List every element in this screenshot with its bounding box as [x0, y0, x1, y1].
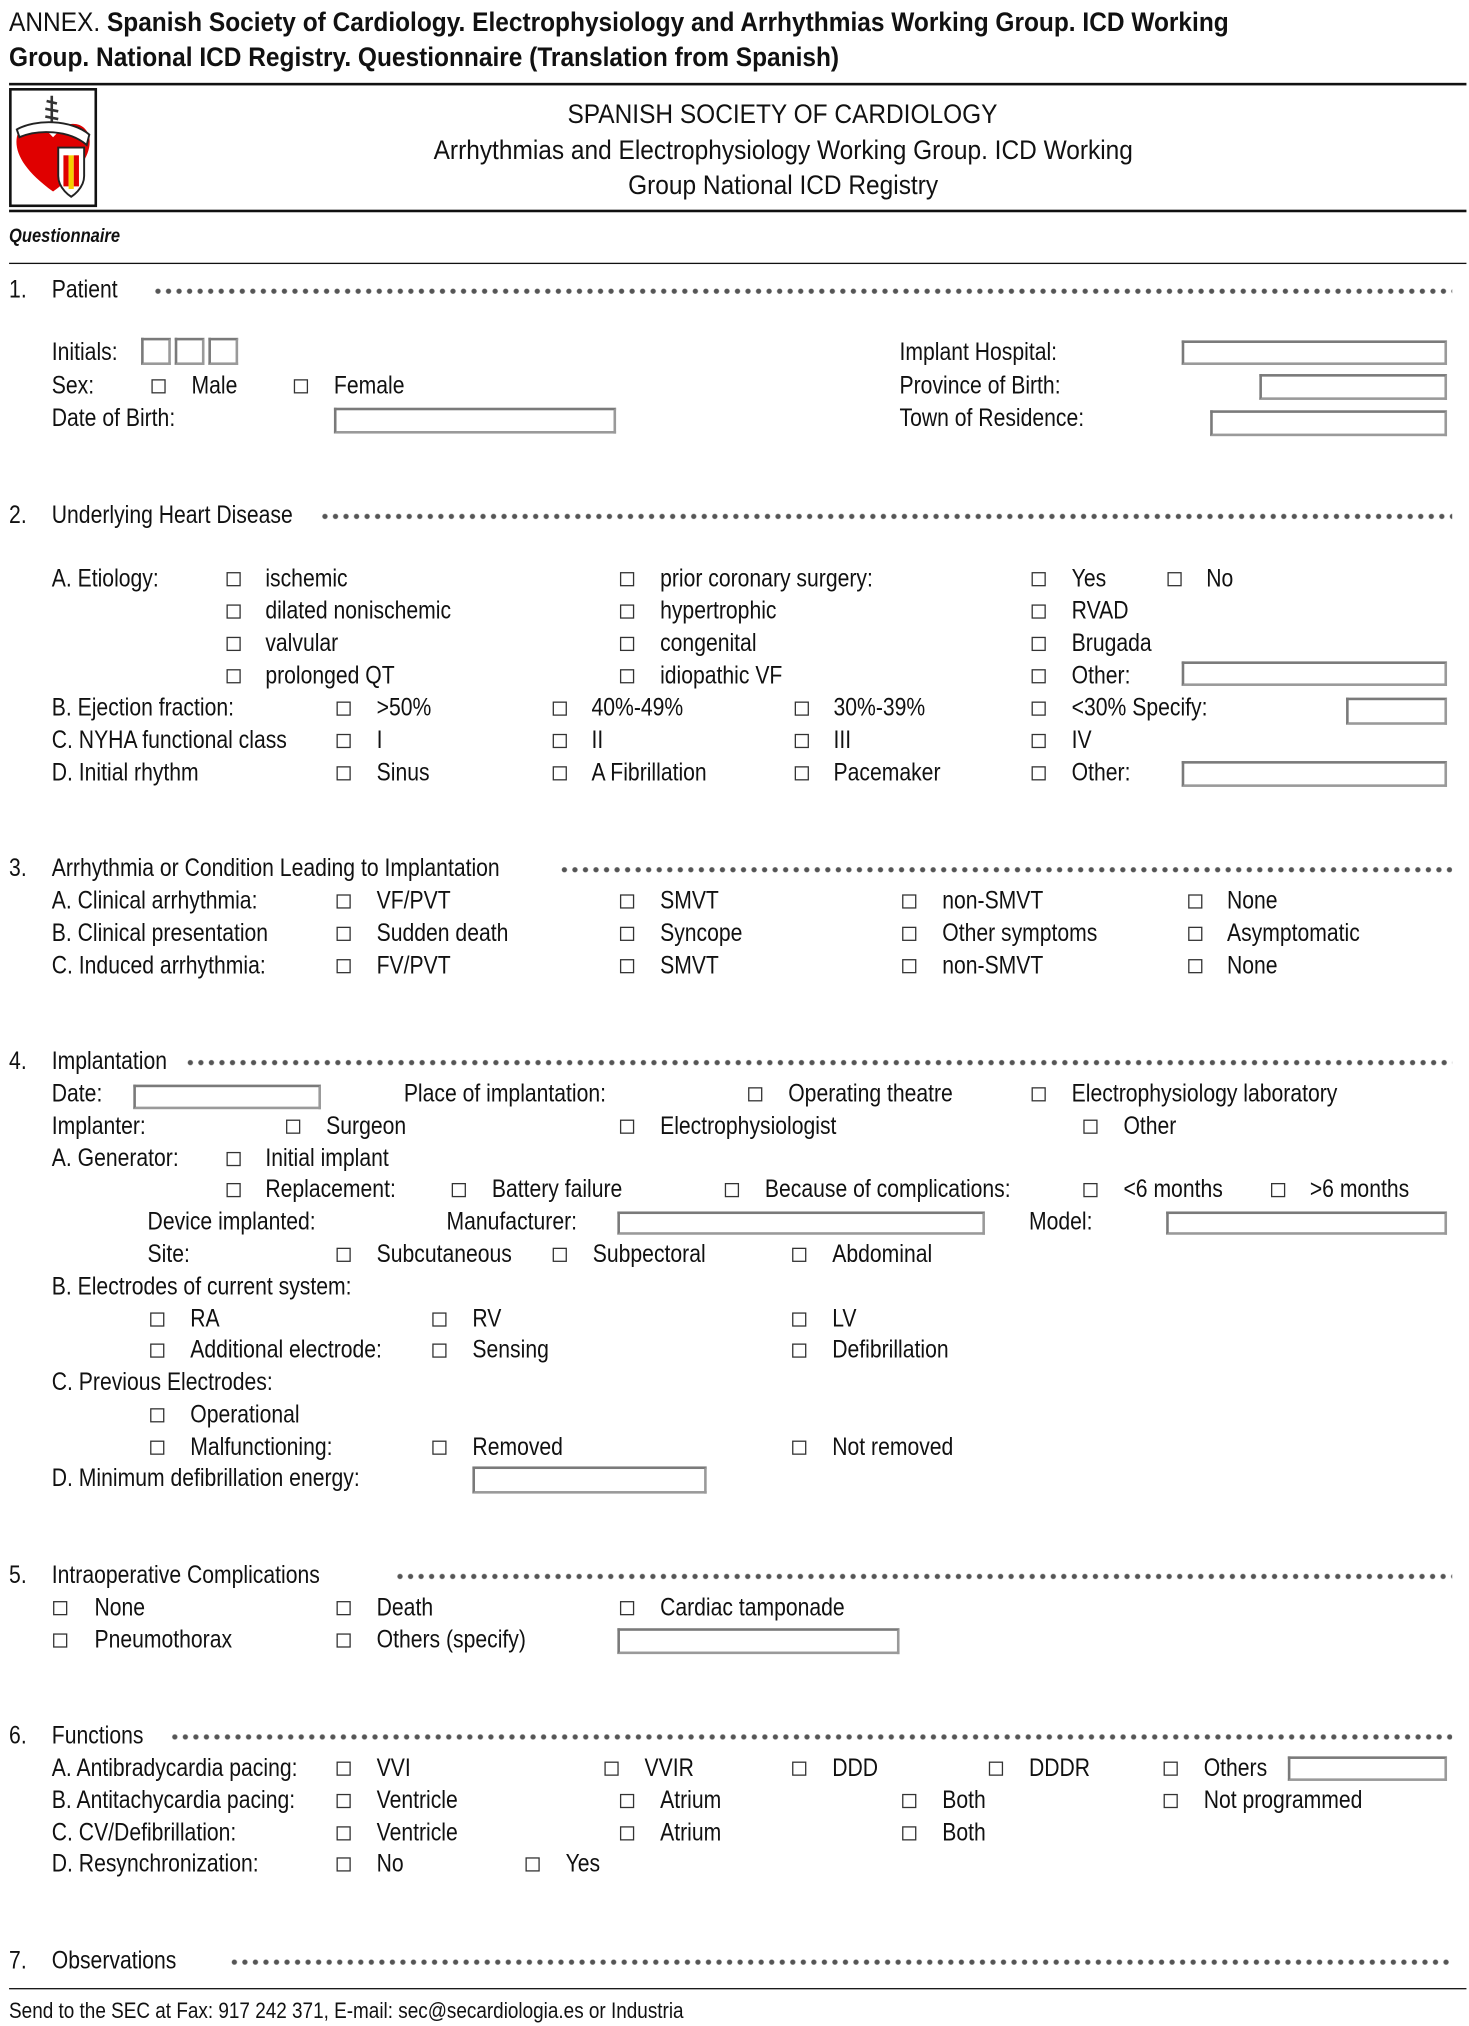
male-option-label: Male: [191, 372, 238, 400]
abdominal-option-label: Abdominal: [832, 1241, 933, 1269]
malfunctioning-checkbox[interactable]: [150, 1441, 164, 1455]
30-39-checkbox[interactable]: [795, 702, 809, 716]
other-checkbox[interactable]: [1032, 669, 1046, 683]
rv-checkbox[interactable]: [432, 1312, 446, 1326]
dotted-leader: [170, 1732, 1453, 1742]
ddd-option-label: DDD: [832, 1755, 879, 1783]
electrophysiology-laboratory-checkbox[interactable]: [1032, 1087, 1046, 1101]
a-antibradycardia-pacing-label: A. Antibradycardia pacing:: [51, 1755, 298, 1783]
hypertrophic-option-label: hypertrophic: [660, 597, 777, 626]
6-months-option-label: >6 months: [1309, 1176, 1410, 1204]
province-of-birth-label: Province of Birth:: [899, 372, 1061, 400]
other-symptoms-checkbox[interactable]: [902, 927, 916, 941]
hypertrophic-checkbox[interactable]: [620, 604, 634, 618]
rvad-checkbox[interactable]: [1032, 604, 1046, 618]
ventricle-checkbox[interactable]: [337, 1826, 351, 1840]
header-bottom-rule: [9, 210, 1466, 213]
congenital-checkbox[interactable]: [620, 637, 634, 651]
vf-pvt-option-label: VF/PVT: [376, 887, 451, 916]
dddr-option-label: DDDR: [1028, 1755, 1091, 1783]
pacemaker-checkbox[interactable]: [795, 766, 809, 780]
header-top-rule: [9, 83, 1466, 86]
death-checkbox[interactable]: [337, 1601, 351, 1615]
defibrillation-checkbox[interactable]: [792, 1343, 806, 1357]
valvular-checkbox[interactable]: [227, 637, 241, 651]
30-specify-option-label: <30% Specify:: [1071, 695, 1208, 723]
female-checkbox[interactable]: [294, 379, 308, 393]
pneumothorax-option-label: Pneumothorax: [94, 1626, 233, 1655]
dotted-leader: [153, 286, 1452, 296]
electrophysiologist-checkbox[interactable]: [620, 1120, 634, 1134]
questionnaire-label: Questionnaire: [9, 225, 121, 248]
d-initial-rhythm-label: D. Initial rhythm: [51, 759, 199, 787]
date-of-birth-label: Date of Birth:: [51, 405, 176, 433]
implantation-date-input[interactable]: [133, 1085, 321, 1110]
complications-specify-input[interactable]: [617, 1628, 899, 1654]
rvad-option-label: RVAD: [1071, 597, 1129, 626]
registry-name: Group National ICD Registry: [628, 170, 939, 201]
minimum-defibrillation-energy-input[interactable]: [472, 1466, 706, 1493]
operational-option-label: Operational: [190, 1401, 300, 1429]
dotted-leader: [559, 865, 1452, 875]
others-option-label: Others: [1203, 1755, 1268, 1783]
society-name: SPANISH SOCIETY OF CARDIOLOGY: [568, 99, 999, 130]
dotted-leader: [229, 1957, 1452, 1967]
c-previous-electrodes-label: C. Previous Electrodes:: [51, 1369, 273, 1397]
annex-title: Spanish Society of Cardiology. Electrophysiology and Arrhythmias Working Group. ICD Working: [106, 7, 1229, 38]
operational-checkbox[interactable]: [150, 1408, 164, 1422]
other-option-label: Other:: [1071, 662, 1131, 690]
atrium-option-label: Atrium: [660, 1819, 722, 1847]
syncope-option-label: Syncope: [660, 920, 743, 948]
vvi-option-label: VVI: [376, 1755, 411, 1783]
non-smvt-checkbox[interactable]: [902, 959, 916, 973]
iii-checkbox[interactable]: [795, 734, 809, 748]
a-etiology-label: A. Etiology:: [51, 565, 159, 593]
prolonged-qt-option-label: prolonged QT: [265, 662, 395, 690]
subcutaneous-checkbox[interactable]: [337, 1248, 351, 1262]
others-specify-option-label: Others (specify): [376, 1626, 526, 1655]
both-option-label: Both: [942, 1787, 986, 1815]
implant-hospital-input[interactable]: [1182, 340, 1447, 365]
non-smvt-option-label: non-SMVT: [942, 952, 1044, 980]
c-cv-defibrillation-label: C. CV/Defibrillation:: [51, 1819, 237, 1847]
initials-label: Initials:: [51, 339, 118, 367]
implant-hospital-label: Implant Hospital:: [899, 339, 1058, 367]
subcutaneous-option-label: Subcutaneous: [376, 1241, 512, 1269]
i-option-label: I: [376, 727, 383, 755]
yes-checkbox[interactable]: [1032, 572, 1046, 586]
ra-option-label: RA: [190, 1305, 220, 1334]
subpectoral-option-label: Subpectoral: [592, 1241, 706, 1269]
other-checkbox[interactable]: [1032, 766, 1046, 780]
both-checkbox[interactable]: [902, 1826, 916, 1840]
not-removed-option-label: Not removed: [832, 1434, 954, 1462]
vf-pvt-checkbox[interactable]: [337, 894, 351, 908]
i-checkbox[interactable]: [337, 734, 351, 748]
initial-implant-checkbox[interactable]: [227, 1152, 241, 1166]
atrium-checkbox[interactable]: [620, 1794, 634, 1808]
section-rule: [9, 263, 1466, 264]
dilated-nonischemic-option-label: dilated nonischemic: [265, 597, 452, 626]
manufacturer-label: Manufacturer:: [446, 1208, 578, 1237]
section-number: 4.: [9, 1048, 27, 1076]
section-title-intraoperative-complications: Intraoperative Complications: [51, 1562, 320, 1590]
b-ejection-fraction-label: B. Ejection fraction:: [51, 695, 234, 723]
a-fibrillation-option-label: A Fibrillation: [591, 759, 707, 787]
initial-rhythm-other-input[interactable]: [1182, 761, 1447, 787]
ii-option-label: II: [591, 727, 604, 755]
smvt-option-label: SMVT: [660, 887, 719, 916]
defibrillation-option-label: Defibrillation: [832, 1337, 949, 1365]
etiology-other-input[interactable]: [1182, 661, 1447, 686]
d-resynchronization-label: D. Resynchronization:: [51, 1850, 259, 1879]
yes-checkbox[interactable]: [525, 1857, 539, 1871]
device-implanted-label: Device implanted:: [147, 1208, 316, 1237]
pacing-others-input[interactable]: [1288, 1756, 1447, 1781]
initial-implant-option-label: Initial implant: [265, 1145, 389, 1173]
annex-title-continued: Group. National ICD Registry. Questionnaire (Translation from Spanish): [9, 42, 840, 73]
date-of-birth-input[interactable]: [334, 408, 616, 434]
initial-box-1[interactable]: [141, 338, 171, 365]
model-label: Model:: [1028, 1208, 1093, 1237]
sudden-death-checkbox[interactable]: [337, 927, 351, 941]
other-checkbox[interactable]: [1083, 1120, 1097, 1134]
d-minimum-defibrillation-energy-label: D. Minimum defibrillation energy:: [51, 1465, 360, 1493]
iv-option-label: IV: [1071, 727, 1092, 755]
town-of-residence-label: Town of Residence:: [899, 405, 1085, 433]
prior-coronary-surgery-checkbox[interactable]: [620, 572, 634, 586]
not-programmed-checkbox[interactable]: [1164, 1794, 1178, 1808]
replacement-checkbox[interactable]: [227, 1183, 241, 1197]
others-specify-checkbox[interactable]: [337, 1633, 351, 1647]
ddd-checkbox[interactable]: [792, 1762, 806, 1776]
electrophysiology-laboratory-option-label: Electrophysiology laboratory: [1071, 1080, 1338, 1108]
brugada-option-label: Brugada: [1071, 630, 1152, 658]
asymptomatic-option-label: Asymptomatic: [1226, 920, 1360, 948]
subpectoral-checkbox[interactable]: [553, 1248, 567, 1262]
c-nyha-functional-class-label: C. NYHA functional class: [51, 727, 287, 755]
smvt-checkbox[interactable]: [620, 894, 634, 908]
a-clinical-arrhythmia-label: A. Clinical arrhythmia:: [51, 887, 258, 916]
vvir-checkbox[interactable]: [604, 1762, 618, 1776]
none-option-label: None: [1226, 887, 1278, 916]
iv-checkbox[interactable]: [1032, 734, 1046, 748]
lv-checkbox[interactable]: [792, 1312, 806, 1326]
dddr-checkbox[interactable]: [989, 1762, 1003, 1776]
sinus-option-label: Sinus: [376, 759, 430, 787]
none-checkbox[interactable]: [1188, 959, 1202, 973]
section-number: 6.: [9, 1722, 27, 1750]
40-49-checkbox[interactable]: [553, 702, 567, 716]
ischemic-option-label: ischemic: [265, 565, 348, 593]
because-of-complications-option-label: Because of complications:: [764, 1176, 1011, 1204]
cardiac-tamponade-option-label: Cardiac tamponade: [660, 1594, 845, 1622]
yes-option-label: Yes: [1071, 565, 1107, 593]
sudden-death-option-label: Sudden death: [376, 920, 509, 948]
smvt-option-label: SMVT: [660, 952, 719, 980]
sinus-checkbox[interactable]: [337, 766, 351, 780]
atrium-checkbox[interactable]: [620, 1826, 634, 1840]
asymptomatic-checkbox[interactable]: [1188, 927, 1202, 941]
a-fibrillation-checkbox[interactable]: [553, 766, 567, 780]
vvir-option-label: VVIR: [644, 1755, 694, 1783]
surgeon-option-label: Surgeon: [326, 1113, 407, 1141]
6-months-checkbox[interactable]: [1271, 1183, 1285, 1197]
6-months-option-label: <6 months: [1123, 1176, 1223, 1204]
site-label: Site:: [147, 1241, 190, 1269]
malfunctioning-option-label: Malfunctioning:: [190, 1434, 333, 1462]
dotted-leader: [395, 1571, 1452, 1581]
section-number: 5.: [9, 1562, 27, 1590]
ventricle-option-label: Ventricle: [376, 1787, 458, 1815]
operating-theatre-checkbox[interactable]: [748, 1087, 762, 1101]
idiopathic-vf-option-label: idiopathic VF: [660, 662, 783, 690]
40-49-option-label: 40%-49%: [591, 695, 684, 723]
replacement-option-label: Replacement:: [265, 1176, 396, 1204]
none-option-label: None: [1226, 952, 1278, 980]
section-title-observations: Observations: [51, 1947, 177, 1976]
a-generator-label: A. Generator:: [51, 1145, 179, 1173]
smvt-checkbox[interactable]: [620, 959, 634, 973]
other-option-label: Other:: [1071, 759, 1131, 787]
non-smvt-option-label: non-SMVT: [942, 887, 1044, 916]
electrophysiologist-option-label: Electrophysiologist: [660, 1113, 837, 1141]
removed-checkbox[interactable]: [432, 1441, 446, 1455]
death-option-label: Death: [376, 1594, 434, 1622]
additional-electrode-option-label: Additional electrode:: [190, 1337, 382, 1365]
manufacturer-input[interactable]: [617, 1211, 985, 1234]
pneumothorax-checkbox[interactable]: [53, 1633, 67, 1647]
6-months-checkbox[interactable]: [1083, 1183, 1097, 1197]
vvi-checkbox[interactable]: [337, 1762, 351, 1776]
b-antitachycardia-pacing-label: B. Antitachycardia pacing:: [51, 1787, 296, 1815]
ra-checkbox[interactable]: [150, 1312, 164, 1326]
none-option-label: None: [94, 1594, 146, 1622]
operating-theatre-option-label: Operating theatre: [788, 1080, 953, 1108]
initial-box-2[interactable]: [175, 338, 205, 365]
fv-pvt-checkbox[interactable]: [337, 959, 351, 973]
yes-option-label: Yes: [565, 1850, 601, 1879]
town-of-residence-input[interactable]: [1210, 410, 1447, 436]
fv-pvt-option-label: FV/PVT: [376, 952, 451, 980]
section-title-underlying-heart-disease: Underlying Heart Disease: [51, 502, 293, 530]
no-option-label: No: [1206, 565, 1234, 593]
footer-contact: Send to the SEC at Fax: 917 242 371, E-mail: sec@secardiologia.es or Industria: [9, 1998, 684, 2023]
not-removed-checkbox[interactable]: [792, 1441, 806, 1455]
sensing-checkbox[interactable]: [432, 1343, 446, 1357]
ventricle-option-label: Ventricle: [376, 1819, 458, 1847]
model-input[interactable]: [1166, 1211, 1447, 1234]
valvular-option-label: valvular: [265, 630, 339, 658]
none-checkbox[interactable]: [1188, 894, 1202, 908]
society-logo: [9, 88, 97, 207]
syncope-checkbox[interactable]: [620, 927, 634, 941]
annex-title-line2: [9, 40, 839, 75]
annex-title-line1: [9, 5, 1229, 40]
section-number: 1.: [9, 276, 27, 305]
no-checkbox[interactable]: [337, 1857, 351, 1871]
non-smvt-checkbox[interactable]: [902, 894, 916, 908]
section-title-arrhythmia-or-condition-leading-to-implantation: Arrhythmia or Condition Leading to Implantation: [51, 855, 500, 883]
congenital-option-label: congenital: [660, 630, 757, 658]
atrium-option-label: Atrium: [660, 1787, 722, 1815]
section-title-implantation: Implantation: [51, 1048, 167, 1076]
sensing-option-label: Sensing: [472, 1337, 549, 1365]
other-option-label: Other: [1123, 1113, 1177, 1141]
dilated-nonischemic-checkbox[interactable]: [227, 604, 241, 618]
abdominal-checkbox[interactable]: [792, 1248, 806, 1262]
no-option-label: No: [376, 1850, 404, 1879]
b-electrodes-of-current-system-label: B. Electrodes of current system:: [51, 1273, 352, 1301]
other-symptoms-option-label: Other symptoms: [942, 920, 1098, 948]
section-number: 7.: [9, 1947, 27, 1976]
50-option-label: >50%: [376, 695, 432, 723]
sex-label: Sex:: [51, 372, 95, 400]
province-of-birth-input[interactable]: [1259, 374, 1447, 400]
30-specify-checkbox[interactable]: [1032, 702, 1046, 716]
battery-failure-option-label: Battery failure: [491, 1176, 623, 1204]
heart-shield-logo-icon: [12, 91, 95, 205]
male-checkbox[interactable]: [151, 379, 165, 393]
ischemic-checkbox[interactable]: [227, 572, 241, 586]
section-number: 3.: [9, 855, 27, 883]
pacemaker-option-label: Pacemaker: [833, 759, 941, 787]
prior-coronary-surgery-option-label: prior coronary surgery:: [660, 565, 873, 593]
both-option-label: Both: [942, 1819, 986, 1847]
dotted-leader: [185, 1057, 1452, 1067]
prolonged-qt-checkbox[interactable]: [227, 669, 241, 683]
date-label: Date:: [51, 1080, 103, 1108]
female-option-label: Female: [333, 372, 405, 400]
annex-prefix: ANNEX.: [9, 7, 101, 38]
idiopathic-vf-checkbox[interactable]: [620, 669, 634, 683]
30-39-option-label: 30%-39%: [833, 695, 926, 723]
c-induced-arrhythmia-label: C. Induced arrhythmia:: [51, 952, 266, 980]
additional-electrode-checkbox[interactable]: [150, 1343, 164, 1357]
footer-rule: [9, 1988, 1466, 1989]
battery-failure-checkbox[interactable]: [452, 1183, 466, 1197]
implanter-label: Implanter:: [51, 1113, 146, 1141]
no-checkbox[interactable]: [1167, 572, 1181, 586]
both-checkbox[interactable]: [902, 1794, 916, 1808]
none-checkbox[interactable]: [53, 1601, 67, 1615]
working-group-name: Arrhythmias and Electrophysiology Working Group. ICD Working: [433, 135, 1133, 166]
dotted-leader: [320, 511, 1453, 521]
place-of-implantation-label: Place of implantation:: [403, 1080, 607, 1108]
b-clinical-presentation-label: B. Clinical presentation: [51, 920, 269, 948]
section-number: 2.: [9, 502, 27, 530]
50-checkbox[interactable]: [337, 702, 351, 716]
cardiac-tamponade-checkbox[interactable]: [620, 1601, 634, 1615]
section-title-patient: Patient: [51, 276, 118, 305]
not-programmed-option-label: Not programmed: [1203, 1787, 1363, 1815]
surgeon-checkbox[interactable]: [286, 1120, 300, 1134]
others-checkbox[interactable]: [1164, 1762, 1178, 1776]
lv-option-label: LV: [832, 1305, 857, 1334]
initial-box-3[interactable]: [208, 338, 238, 365]
ii-checkbox[interactable]: [553, 734, 567, 748]
ventricle-checkbox[interactable]: [337, 1794, 351, 1808]
rv-option-label: RV: [472, 1305, 502, 1334]
brugada-checkbox[interactable]: [1032, 637, 1046, 651]
iii-option-label: III: [833, 727, 852, 755]
because-of-complications-checkbox[interactable]: [725, 1183, 739, 1197]
ejection-fraction-specify-input[interactable]: [1346, 698, 1447, 725]
section-title-functions: Functions: [51, 1722, 144, 1750]
removed-option-label: Removed: [472, 1434, 563, 1462]
